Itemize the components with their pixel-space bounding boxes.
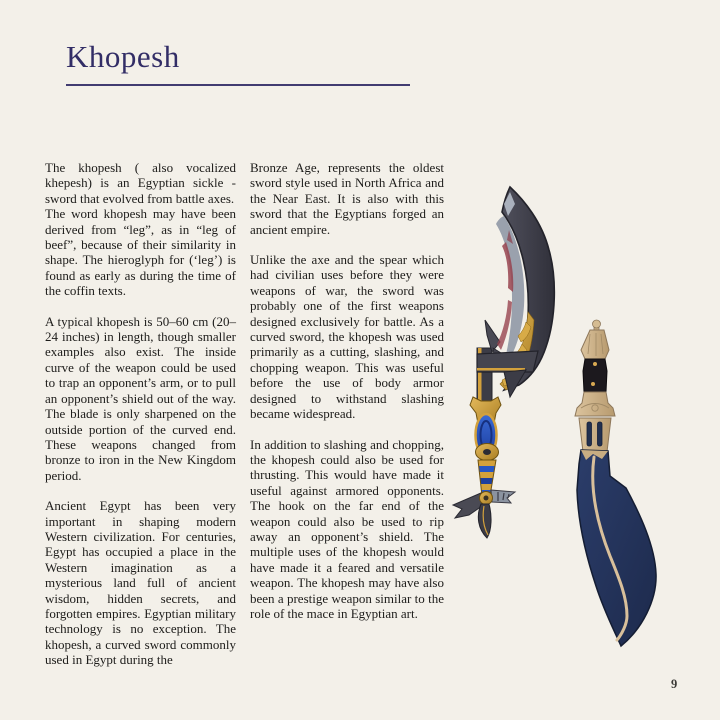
paragraph: Ancient Egypt has been very important in shaping modern Western civilization. For centuries, Egypt has occupied a place in the Western imagination as a mysterious land full of ancient wisdom, hidden secrets, and forgotten empires. Egyptian military technology is no exception. The khopesh, a curved sword commonly used in Egypt during the	[45, 498, 236, 668]
title-underline	[66, 84, 410, 86]
paragraph: Bronze Age, represents the oldest sword style used in North Africa and the Near East. It is also with this sword that the Egyptians forged an ancient empire.	[250, 160, 444, 237]
paragraph: A typical khopesh is 50–60 cm (20–24 inches) in length, though smaller examples also exist. The inside curve of the weapon could be used to trap an opponent’s arm, or to pull an opponent’s shield out of the way. The blade is only sharpened on the outside portion of the curved end. These weapons changed from bronze to iron in the New Kingdom period.	[45, 313, 236, 483]
fantasy-khopesh-illustration	[446, 184, 574, 544]
paragraph: In addition to slashing and chopping, the khopesh could also be used for thrusting. This would have made it useful against armored opponents. The hook on the far end of the weapon could also be used to rip away an opponent’s shield. The multiple uses of the khopesh would have made it a feared and versatile weapon. The khopesh may have also been a prestige weapon similar to the role of the mace in Egyptian art.	[250, 436, 444, 621]
page-title: Khopesh	[66, 39, 180, 74]
paragraph: The khopesh ( also vocalized khepesh) is an Egyptian sickle -sword that evolved from battle axes.	[45, 160, 236, 206]
page-number: 9	[671, 677, 678, 691]
khopesh-replica-illustration	[570, 318, 672, 658]
paragraph: The word khopesh may have been derived from “leg”, as in “leg of beef”, because of their similarity in shape. The hieroglyph for (‘leg’) is found as early as during the time of the coffin texts.	[45, 206, 236, 299]
text-column-left	[45, 160, 236, 683]
paragraph: Unlike the axe and the spear which had civilian uses before they were weapons of war, the sword was probably one of the first weapons designed exclusively for battle. As a curved sword, the khopesh was used primarily as a cutting, slashing, and chopping weapon. This was useful before the use of body armor designed to withstand slashing became widespread.	[250, 252, 444, 422]
text-column-right	[250, 160, 444, 636]
